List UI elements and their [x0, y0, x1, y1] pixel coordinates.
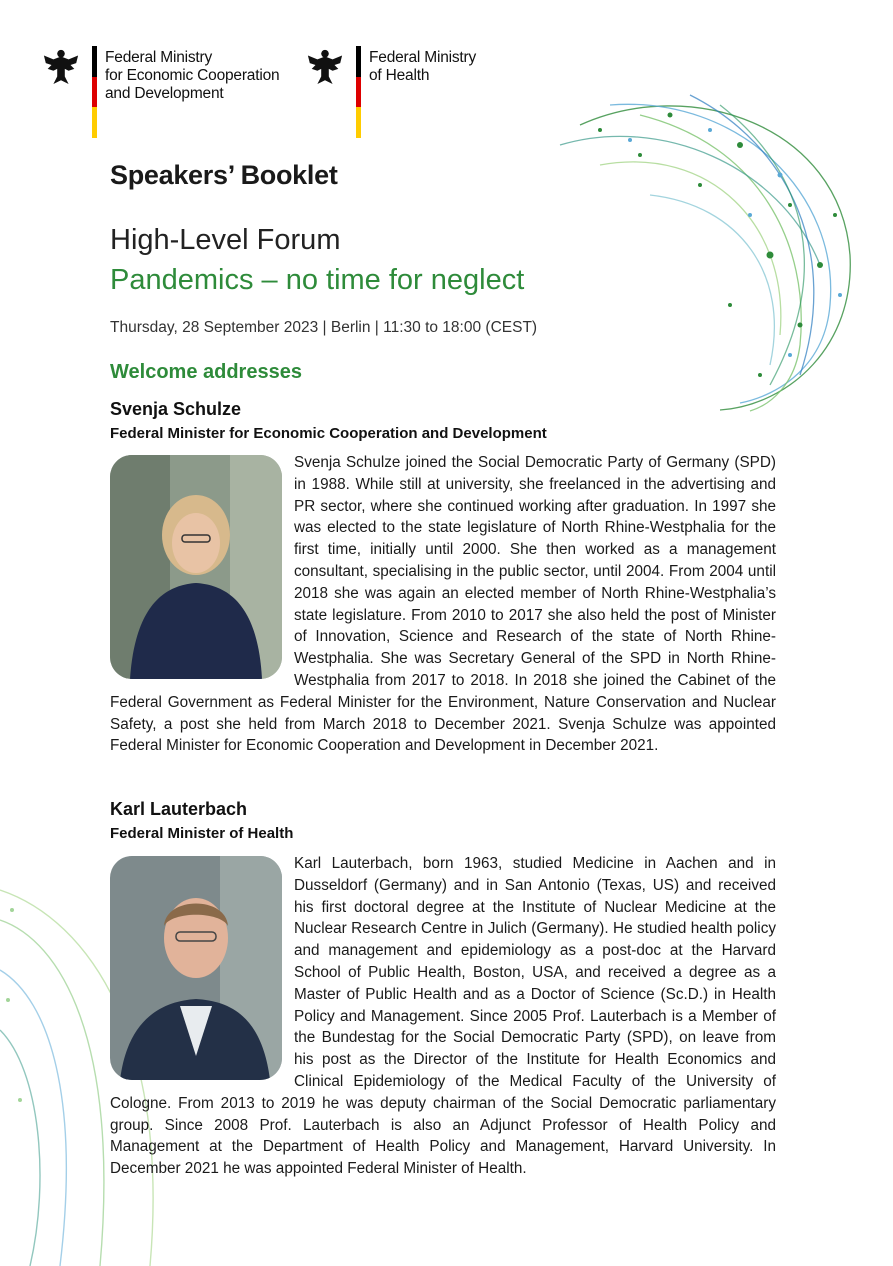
- forum-subtitle: Pandemics – no time for neglect: [110, 264, 525, 296]
- ministry-name: Federal Ministry for Economic Cooperation and Development: [105, 49, 280, 102]
- event-details: Thursday, 28 September 2023 | Berlin | 11:30 to 18:00 (CEST): [110, 319, 538, 336]
- document-title: Speakers’ Booklet: [110, 160, 338, 190]
- speaker-photo: [110, 856, 282, 1080]
- forum-title: High-Level Forum: [110, 224, 341, 256]
- bmz-logo: [42, 46, 279, 138]
- ministry-name: Federal Ministry of Health: [369, 49, 477, 84]
- speaker-name: Karl Lauterbach: [110, 799, 248, 819]
- speaker-role: Federal Minister for Economic Cooperation and Development: [110, 425, 547, 442]
- speaker-role: Federal Minister of Health: [110, 825, 294, 842]
- section-heading: Welcome addresses: [110, 361, 302, 383]
- german-flag-bar: [356, 46, 361, 138]
- federal-eagle-icon: [306, 46, 344, 86]
- globe-decoration-icon: [540, 85, 870, 415]
- bmg-logo: [306, 46, 476, 138]
- speaker-photo: [110, 455, 282, 679]
- federal-eagle-icon: [42, 46, 80, 86]
- speaker-bio: Svenja Schulze joined the Social Democratic Party of Germany (SPD) in 1988. While still at university, she freelanced in the advertising and PR sector, where she continued working after graduation. In 1997 she was elected to the state legislature of North Rhine-Westphalia for the first time, initially until 2000. She then worked as a management consultant, specialising in the public sector, until 2004. From 2004 until 2018 she was again an elected member of North Rhine-Westphalia’s state legislature. From 2010 to 2017 she also held the post of Minister of Innovation, Science and Research of the state of North Rhine-Westphalia. She was Secretary General of the SPD in North Rhine-Westphalia from 2017 to 2018. In 2018 she joined the Cabinet of the Federal Government as Federal Minister for the Environment, Nature Conservation and Nuclear Safety, a post she held from March 2018 to December 2021. Svenja Schulze was appointed Federal Minister for Economic Cooperation and Development in December 2021.: [110, 454, 776, 755]
- speaker-name: Svenja Schulze: [110, 399, 242, 419]
- speaker-bio: Karl Lauterbach, born 1963, studied Medicine in Aachen and in Dusseldorf (Germany) and in San Antonio (Texas, US) and received his first doctoral degree at the Institute of Nuclear Medicine at the Nuclear Research Centre in Julich (Germany). He studied health policy and management and epidemiology as a post-doc at the Harvard School of Public Health, Boston, USA, and received a degree as a Master of Public Health and as a Doctor of Science (Sc.D.) in Health Policy and Management. Since 2005 Prof. Lauterbach is a Member of the Bundestag for the Social Democratic Party (SPD), on leave from his post as the Director of the Institute for Health Economics and Clinical Epidemiology of the Medical Faculty of the University of Cologne. From 2013 to 2019 he was deputy chairman of the Social Democratic parliamentary group. Since 2008 Prof. Lauterbach is also an Adjunct Professor of Health Policy and Management at the Department of Health Policy and Management, Harvard University. In December 2021 he was appointed Federal Minister of Health.: [110, 855, 776, 1178]
- german-flag-bar: [92, 46, 97, 138]
